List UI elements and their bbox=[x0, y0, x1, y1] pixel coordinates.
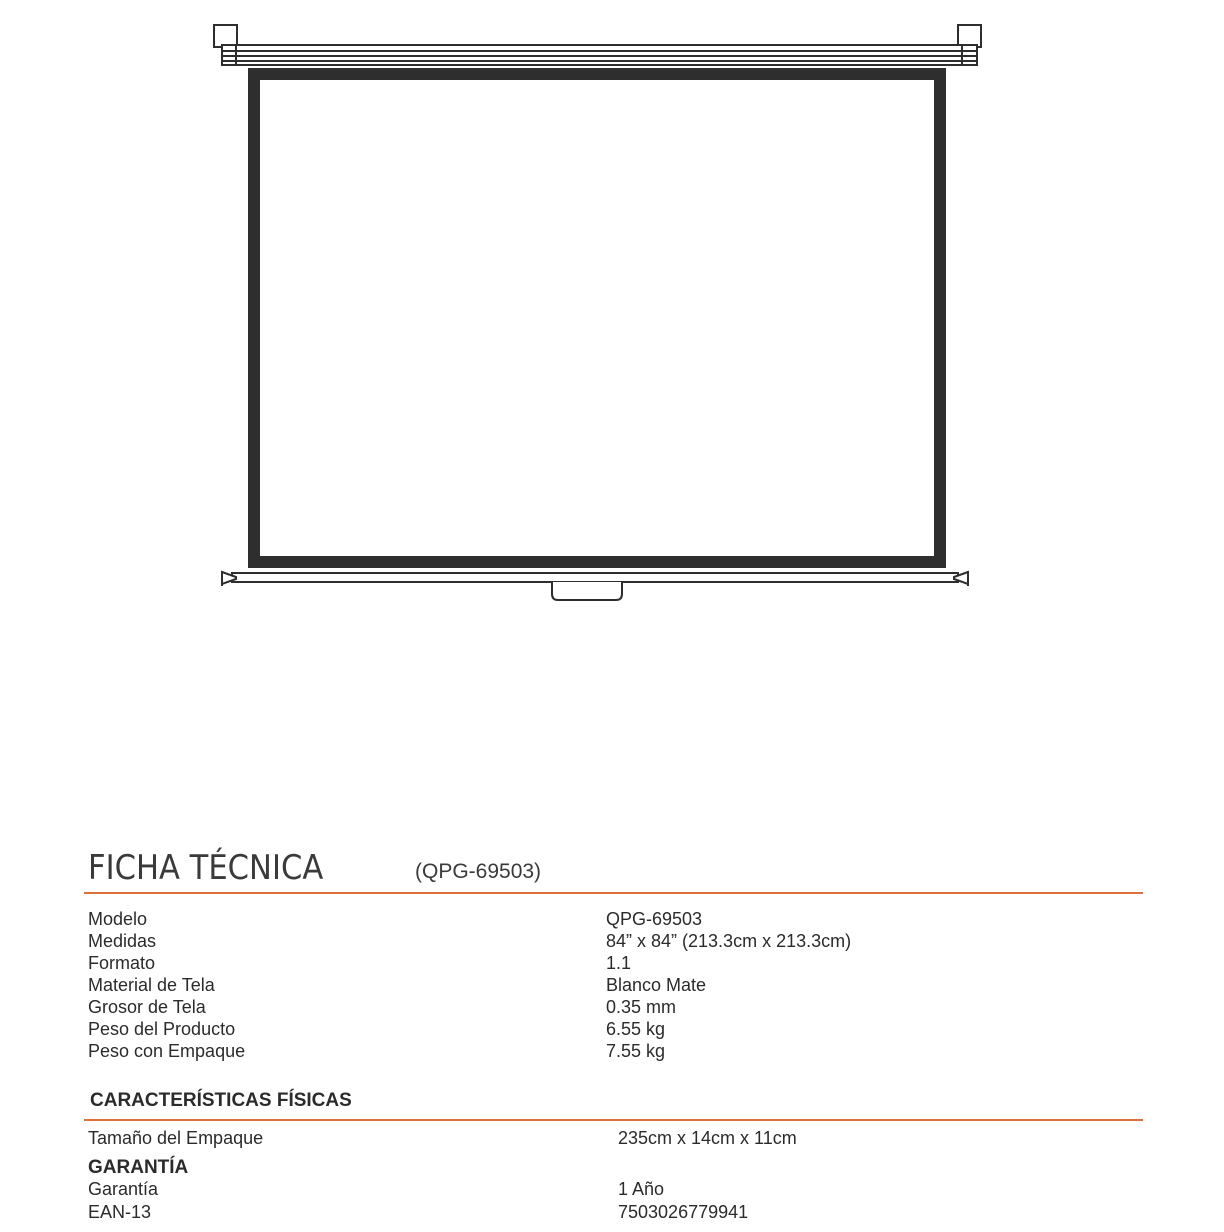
spec-label: Material de Tela bbox=[88, 975, 215, 995]
physical-value: 235cm x 14cm x 11cm bbox=[618, 1128, 797, 1148]
spec-value: Blanco Mate bbox=[606, 975, 707, 995]
spec-value: 1.1 bbox=[606, 953, 632, 973]
physical-heading: CARACTERÍSTICAS FÍSICAS bbox=[90, 1090, 352, 1111]
spec-value: QPG-69503 bbox=[606, 909, 703, 929]
physical-divider bbox=[84, 1119, 1143, 1121]
ean-value: 7503026779941 bbox=[618, 1202, 749, 1222]
warranty-value: 1 Año bbox=[618, 1179, 665, 1199]
pull-handle bbox=[552, 582, 622, 600]
spec-label: Peso con Empaque bbox=[88, 1041, 246, 1061]
warranty-heading: GARANTÍA bbox=[88, 1157, 189, 1178]
warranty-label: Garantía bbox=[88, 1179, 159, 1199]
spec-value: 6.55 kg bbox=[606, 1019, 666, 1039]
spec-value: 0.35 mm bbox=[606, 997, 677, 1017]
spec-label: Grosor de Tela bbox=[88, 997, 206, 1017]
bottom-bar bbox=[232, 573, 958, 582]
screen-surface bbox=[260, 80, 934, 556]
spec-label: Formato bbox=[88, 953, 156, 973]
page-title: FICHA TÉCNICA bbox=[88, 848, 324, 888]
spec-value: 7.55 kg bbox=[606, 1041, 666, 1061]
model-code: (QPG-69503) bbox=[415, 860, 542, 883]
left-bracket bbox=[214, 25, 237, 47]
spec-label: Medidas bbox=[88, 931, 157, 951]
spec-value: 84” x 84” (213.3cm x 213.3cm) bbox=[606, 931, 852, 951]
ean-label: EAN-13 bbox=[88, 1202, 152, 1222]
spec-label: Peso del Producto bbox=[88, 1019, 236, 1039]
title-block bbox=[88, 848, 542, 888]
physical-label: Tamaño del Empaque bbox=[88, 1128, 264, 1148]
right-bracket bbox=[958, 25, 981, 47]
spec-label: Modelo bbox=[88, 909, 148, 929]
title-divider bbox=[84, 892, 1143, 894]
